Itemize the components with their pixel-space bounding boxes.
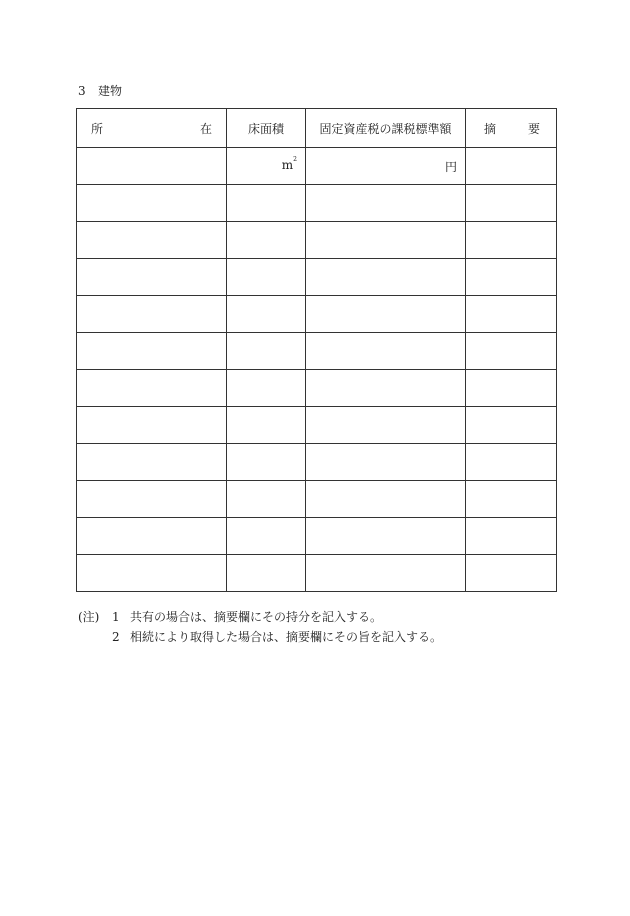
table-row — [77, 296, 557, 333]
location-cell[interactable] — [77, 444, 227, 481]
table-body — [77, 148, 557, 592]
location-cell[interactable] — [77, 222, 227, 259]
tax-value-cell[interactable] — [306, 333, 466, 370]
note-cell[interactable] — [466, 259, 557, 296]
location-cell[interactable] — [77, 518, 227, 555]
value-unit: 円 — [444, 160, 457, 174]
tax-value-cell[interactable] — [306, 185, 466, 222]
tax-value-cell[interactable] — [306, 222, 466, 259]
table-row — [77, 407, 557, 444]
note-prefix-spacer — [78, 627, 112, 647]
header-floor-area: 床面積 — [227, 109, 306, 148]
location-cell[interactable] — [77, 555, 227, 592]
note-cell[interactable] — [466, 222, 557, 259]
section-title-text: 建物 — [98, 84, 123, 98]
note-text: 相続により取得した場合は、摘要欄にその旨を記入する。 — [130, 630, 443, 644]
floor-area-cell[interactable] — [227, 296, 306, 333]
location-cell[interactable] — [77, 370, 227, 407]
building-table — [76, 108, 557, 592]
header-location-left: 所 — [91, 121, 104, 136]
table-row — [77, 370, 557, 407]
header-note-left: 摘 — [484, 121, 497, 136]
tax-value-cell[interactable] — [306, 444, 466, 481]
location-cell[interactable] — [77, 333, 227, 370]
note-line-1 — [78, 607, 442, 627]
note-cell[interactable] — [466, 444, 557, 481]
note-number: 2 — [112, 630, 120, 644]
floor-area-cell[interactable] — [227, 259, 306, 296]
note-cell[interactable] — [466, 518, 557, 555]
section-title — [78, 83, 122, 99]
table-row — [77, 481, 557, 518]
header-note — [466, 109, 557, 148]
header-note-right: 要 — [527, 121, 540, 136]
tax-value-cell[interactable] — [306, 481, 466, 518]
tax-value-cell[interactable] — [306, 518, 466, 555]
header-location — [77, 109, 227, 148]
table-row — [77, 333, 557, 370]
tax-value-cell[interactable] — [306, 370, 466, 407]
location-cell[interactable] — [77, 296, 227, 333]
table-row — [77, 259, 557, 296]
note-number: 1 — [112, 610, 120, 624]
floor-area-cell[interactable] — [227, 370, 306, 407]
floor-area-cell[interactable] — [227, 555, 306, 592]
tax-value-cell[interactable] — [306, 259, 466, 296]
table-row — [77, 148, 557, 185]
note-line-2 — [78, 627, 442, 647]
tax-value-cell[interactable] — [306, 407, 466, 444]
location-cell[interactable] — [77, 259, 227, 296]
note-text: 共有の場合は、摘要欄にその持分を記入する。 — [130, 610, 383, 624]
location-cell[interactable] — [77, 481, 227, 518]
note-cell[interactable] — [466, 148, 557, 185]
header-tax-value: 固定資産税の課税標準額 — [306, 109, 466, 148]
note-cell[interactable] — [466, 296, 557, 333]
note-cell[interactable] — [466, 555, 557, 592]
floor-area-cell[interactable] — [227, 407, 306, 444]
table-row — [77, 444, 557, 481]
floor-area-cell[interactable] — [227, 333, 306, 370]
note-prefix: (注) — [78, 610, 100, 624]
area-unit-sup: 2 — [293, 156, 297, 163]
tax-value-cell[interactable] — [306, 296, 466, 333]
note-cell[interactable] — [466, 481, 557, 518]
note-cell[interactable] — [466, 333, 557, 370]
area-unit: m — [281, 158, 294, 172]
table-row — [77, 185, 557, 222]
floor-area-cell[interactable] — [227, 444, 306, 481]
floor-area-cell[interactable] — [227, 148, 306, 185]
tax-value-cell[interactable] — [306, 555, 466, 592]
location-cell[interactable] — [77, 185, 227, 222]
location-cell[interactable] — [77, 407, 227, 444]
notes — [78, 607, 442, 647]
location-cell[interactable] — [77, 148, 227, 185]
note-cell[interactable] — [466, 370, 557, 407]
floor-area-cell[interactable] — [227, 481, 306, 518]
note-cell[interactable] — [466, 185, 557, 222]
table-row — [77, 518, 557, 555]
floor-area-cell[interactable] — [227, 222, 306, 259]
floor-area-cell[interactable] — [227, 185, 306, 222]
header-location-right: 在 — [199, 121, 212, 136]
table-row — [77, 555, 557, 592]
table-row — [77, 222, 557, 259]
table-header-row — [77, 109, 557, 148]
section-number: 3 — [78, 84, 86, 98]
floor-area-cell[interactable] — [227, 518, 306, 555]
note-cell[interactable] — [466, 407, 557, 444]
tax-value-cell[interactable] — [306, 148, 466, 185]
